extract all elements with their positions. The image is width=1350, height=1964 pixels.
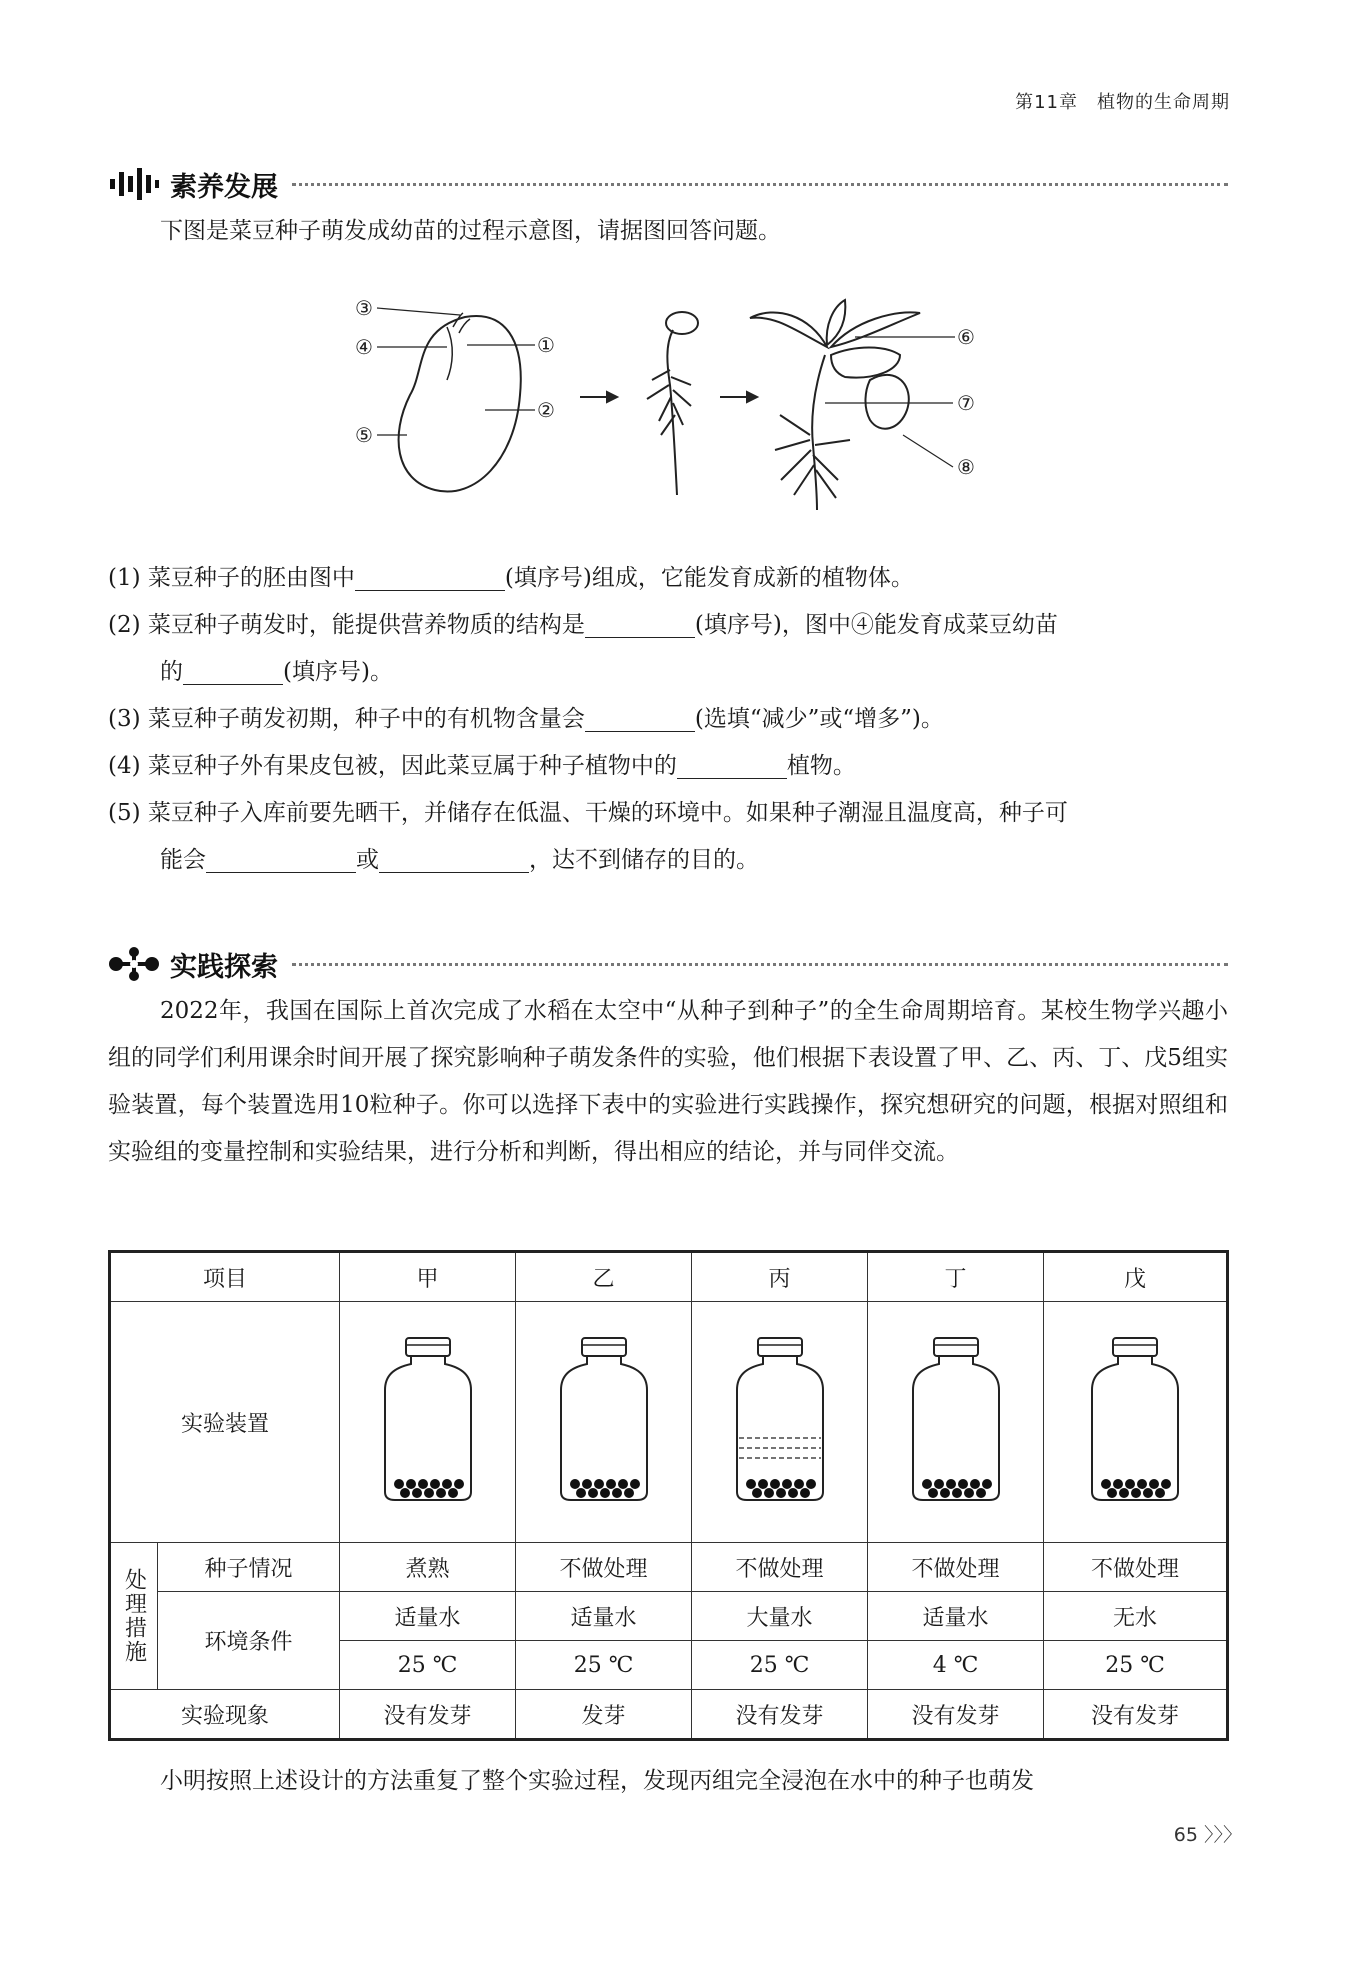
table-cell: 发芽	[516, 1690, 692, 1740]
answer-blank[interactable]	[677, 748, 787, 779]
section-title: 实践探索	[170, 951, 278, 983]
table-header-cell: 乙	[516, 1252, 692, 1302]
table-cell: 煮熟	[340, 1543, 516, 1592]
table-cell: 适量水	[340, 1592, 516, 1641]
section-heading-literacy	[108, 162, 1228, 206]
table-cell: 没有发芽	[868, 1690, 1044, 1740]
jar-icon	[1080, 1334, 1190, 1504]
answer-blank[interactable]	[206, 842, 356, 873]
section2-paragraph	[108, 988, 1228, 1176]
label-5: ⑤	[355, 423, 373, 447]
table-cell: 没有发芽	[1044, 1690, 1228, 1740]
question-2: (2) 菜豆种子萌发时，能提供营养物质的结构是 (填序号)，图中④能发育成菜豆幼苗	[108, 602, 1228, 649]
section1-intro	[108, 208, 1228, 255]
water-row	[110, 1592, 1228, 1641]
row-label: 实验装置	[110, 1302, 340, 1543]
seed-row	[110, 1543, 1228, 1592]
jar-icon	[901, 1334, 1011, 1504]
table-cell: 25 ℃	[340, 1641, 516, 1690]
experiment-table	[108, 1250, 1229, 1741]
label-7: ⑦	[957, 391, 975, 415]
table-cell: 25 ℃	[516, 1641, 692, 1690]
dotted-divider	[292, 963, 1228, 966]
jar-cell	[692, 1302, 868, 1543]
label-6: ⑥	[957, 325, 975, 349]
result-row	[110, 1690, 1228, 1740]
label-8: ⑧	[957, 455, 975, 479]
table-cell: 不做处理	[516, 1543, 692, 1592]
table-header-cell: 甲	[340, 1252, 516, 1302]
table-header-cell: 戊	[1044, 1252, 1228, 1302]
table-cell: 没有发芽	[692, 1690, 868, 1740]
seed-germination-diagram	[355, 285, 995, 535]
question-5: (5) 菜豆种子入库前要先晒干，并储存在低温、干燥的环境中。如果种子潮湿且温度高，种子可	[108, 800, 1068, 826]
label-3: ③	[355, 296, 373, 320]
connected-dots-icon	[108, 946, 160, 982]
table-header-cell: 丙	[692, 1252, 868, 1302]
label-4: ④	[355, 335, 373, 359]
table-cell: 不做处理	[692, 1543, 868, 1592]
jar-icon	[549, 1334, 659, 1504]
question-5-cont: 能会 或 ，达不到储存的目的。	[108, 837, 1228, 884]
jar-cell	[1044, 1302, 1228, 1543]
table-cell: 25 ℃	[692, 1641, 868, 1690]
label-1: ①	[537, 333, 555, 357]
closing-text: 小明按照上述设计的方法重复了整个实验过程，发现丙组完全浸泡在水中的种子也萌发	[160, 1768, 1034, 1794]
row-label: 实验现象	[110, 1690, 340, 1740]
table-cell: 大量水	[692, 1592, 868, 1641]
table-cell: 4 ℃	[868, 1641, 1044, 1690]
table-cell: 适量水	[868, 1592, 1044, 1641]
sound-bars-icon	[108, 166, 160, 202]
jar-icon	[725, 1334, 835, 1504]
dotted-divider	[292, 183, 1228, 186]
answer-blank[interactable]	[355, 560, 505, 591]
closing-paragraph	[108, 1758, 1228, 1805]
jar-cell	[340, 1302, 516, 1543]
page-number: 65 〉〉〉	[1173, 1824, 1242, 1846]
row-label: 种子情况	[158, 1543, 340, 1592]
section-title: 素养发展	[170, 171, 278, 203]
treatment-label: 处理措施	[121, 1568, 147, 1664]
question-2-cont: 的 (填序号)。	[108, 649, 1228, 696]
section-heading-practice	[108, 942, 1228, 986]
paragraph-text: 2022年，我国在国际上首次完成了水稻在太空中“从种子到种子”的全生命周期培育。某校生物学兴趣小组的同学们利用课余时间开展了探究影响种子萌发条件的实验，他们根据下表设置了甲、乙、丙、丁、戊5组实验装置，每个装置选用10粒种子。你可以选择下表中的实验进行实践操作，探究想研究的问题，根据对照组和实验组的变量控制和实验结果，进行分析和判断，得出相应的结论，并与同伴交流。	[108, 998, 1228, 1165]
table-header-row	[110, 1252, 1228, 1302]
question-4: (4) 菜豆种子外有果皮包被，因此菜豆属于种子植物中的 植物。	[108, 743, 1228, 790]
table-cell: 25 ℃	[1044, 1641, 1228, 1690]
question-list	[108, 555, 1228, 884]
question-1: (1) 菜豆种子的胚由图中 (填序号)组成，它能发育成新的植物体。	[108, 555, 1228, 602]
jar-icon	[373, 1334, 483, 1504]
jar-cell	[516, 1302, 692, 1543]
chapter-header: 第11章 植物的生命周期	[1015, 92, 1230, 113]
table-cell: 没有发芽	[340, 1690, 516, 1740]
question-3: (3) 菜豆种子萌发初期，种子中的有机物含量会 (选填“减少”或“增多”)。	[108, 696, 1228, 743]
table-header-cell: 丁	[868, 1252, 1044, 1302]
table-cell: 无水	[1044, 1592, 1228, 1641]
apparatus-row	[110, 1302, 1228, 1543]
table-cell: 适量水	[516, 1592, 692, 1641]
answer-blank[interactable]	[585, 607, 695, 638]
table-header-cell: 项目	[110, 1252, 340, 1302]
table-cell: 不做处理	[868, 1543, 1044, 1592]
answer-blank[interactable]	[379, 842, 529, 873]
label-2: ②	[537, 398, 555, 422]
jar-cell	[868, 1302, 1044, 1543]
treatment-label-cell	[110, 1543, 158, 1690]
intro-text: 下图是菜豆种子萌发成幼苗的过程示意图，请据图回答问题。	[160, 218, 781, 244]
table-cell: 不做处理	[1044, 1543, 1228, 1592]
row-label: 环境条件	[158, 1592, 340, 1690]
answer-blank[interactable]	[585, 701, 695, 732]
answer-blank[interactable]	[183, 654, 283, 685]
